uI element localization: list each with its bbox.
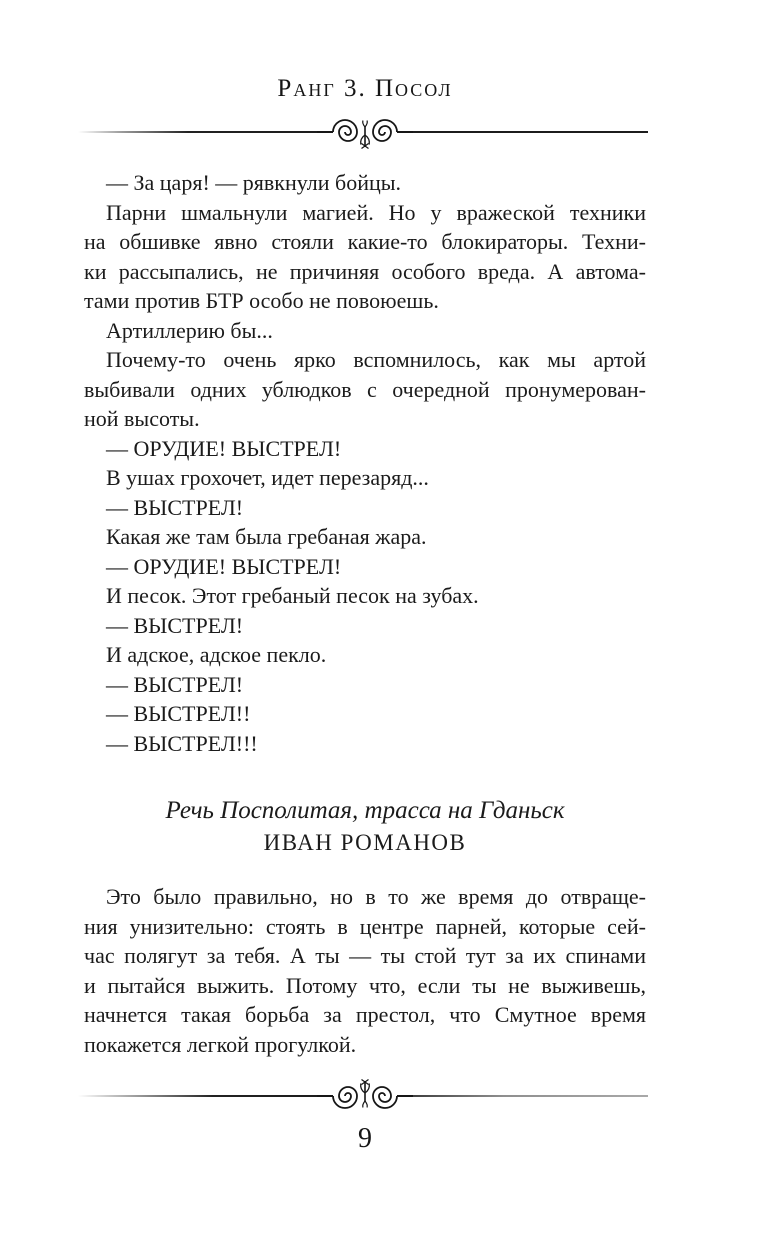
- paragraph: [84, 463, 646, 493]
- paragraph: [84, 640, 646, 670]
- divider-rule-left: [78, 1095, 323, 1097]
- paragraph: [84, 493, 646, 523]
- running-header: Ранг 3. Посол: [277, 75, 453, 102]
- text-line: — ВЫСТРЕЛ!!!: [106, 730, 258, 756]
- text-line: выбивали одних ублюдков с очередной пронумерован-: [84, 376, 646, 402]
- paragraph: [84, 729, 646, 759]
- text-line: ной высоты.: [84, 406, 200, 431]
- paragraph: [84, 316, 646, 346]
- paragraph: [84, 611, 646, 641]
- text-line: и пытайся выжить. Потому что, если ты не выживешь,: [84, 972, 646, 998]
- paragraph: [84, 434, 646, 464]
- text-line: час полягут за тебя. А ты — ты стой тут за их спинами: [84, 943, 646, 968]
- text-line: Почему-то очень ярко вспомнилось, как мы артой: [106, 347, 646, 372]
- text-line: на обшивке явно стояли какие-то блокираторы. Техни-: [84, 229, 646, 254]
- section-pov-heading: ИВАН РОМАНОВ: [263, 830, 467, 855]
- bottom-divider: [84, 1076, 646, 1116]
- text-line: начнется такая борьба за престол, что Смутное время: [84, 1002, 646, 1027]
- text-line: — ВЫСТРЕЛ!: [106, 671, 244, 697]
- body-text-block-2: [84, 882, 646, 1059]
- text-line: ния унизительно: стоять в центре парней, которые сей-: [84, 913, 646, 939]
- text-line: И песок. Этот гребаный песок на зубах.: [106, 583, 479, 608]
- swirl-ornament-icon: [317, 1076, 413, 1116]
- paragraph: [84, 198, 646, 316]
- text-line: В ушах грохочет, идет перезаряд...: [106, 465, 429, 490]
- text-line: покажется легкой прогулкой.: [84, 1031, 357, 1057]
- text-line: — ОРУДИЕ! ВЫСТРЕЛ!: [106, 435, 342, 461]
- top-divider: [84, 112, 646, 152]
- text-line: Какая же там была гребаная жара.: [106, 524, 427, 549]
- text-line: Артиллерию бы...: [106, 317, 273, 343]
- divider-rule-right: [407, 1095, 648, 1097]
- divider-rule-right: [407, 131, 648, 133]
- section-heading-group: [84, 794, 646, 858]
- text-column: [84, 0, 646, 1154]
- paragraph: [84, 699, 646, 729]
- text-line: — За царя! — рявкнули бойцы.: [106, 170, 402, 195]
- paragraph: [84, 345, 646, 434]
- text-line: — ВЫСТРЕЛ!: [106, 612, 244, 638]
- swirl-ornament-icon: [317, 112, 413, 152]
- body-text-block-1: [84, 168, 646, 758]
- text-line: Парни шмальнули магией. Но у вражеской техники: [106, 199, 646, 225]
- paragraph: [84, 670, 646, 700]
- text-line: тами против БТР особо не повоюешь.: [84, 288, 439, 313]
- paragraph: [84, 882, 646, 1059]
- page-number: 9: [358, 1123, 372, 1154]
- text-line: Это было правильно, но в то же время до отвраще-: [106, 884, 646, 909]
- paragraph: [84, 522, 646, 552]
- section-location-heading: Речь Посполитая, трасса на Гданьск: [165, 797, 565, 824]
- paragraph: [84, 552, 646, 582]
- divider-rule-left: [78, 131, 323, 133]
- paragraph: [84, 168, 646, 198]
- text-line: — ОРУДИЕ! ВЫСТРЕЛ!: [106, 553, 342, 579]
- text-line: — ВЫСТРЕЛ!!: [106, 701, 251, 726]
- text-line: — ВЫСТРЕЛ!: [106, 494, 244, 520]
- text-line: И адское, адское пекло.: [106, 642, 327, 667]
- text-line: ки рассыпались, не причиняя особого вреда. А автома-: [84, 258, 646, 284]
- paragraph: [84, 581, 646, 611]
